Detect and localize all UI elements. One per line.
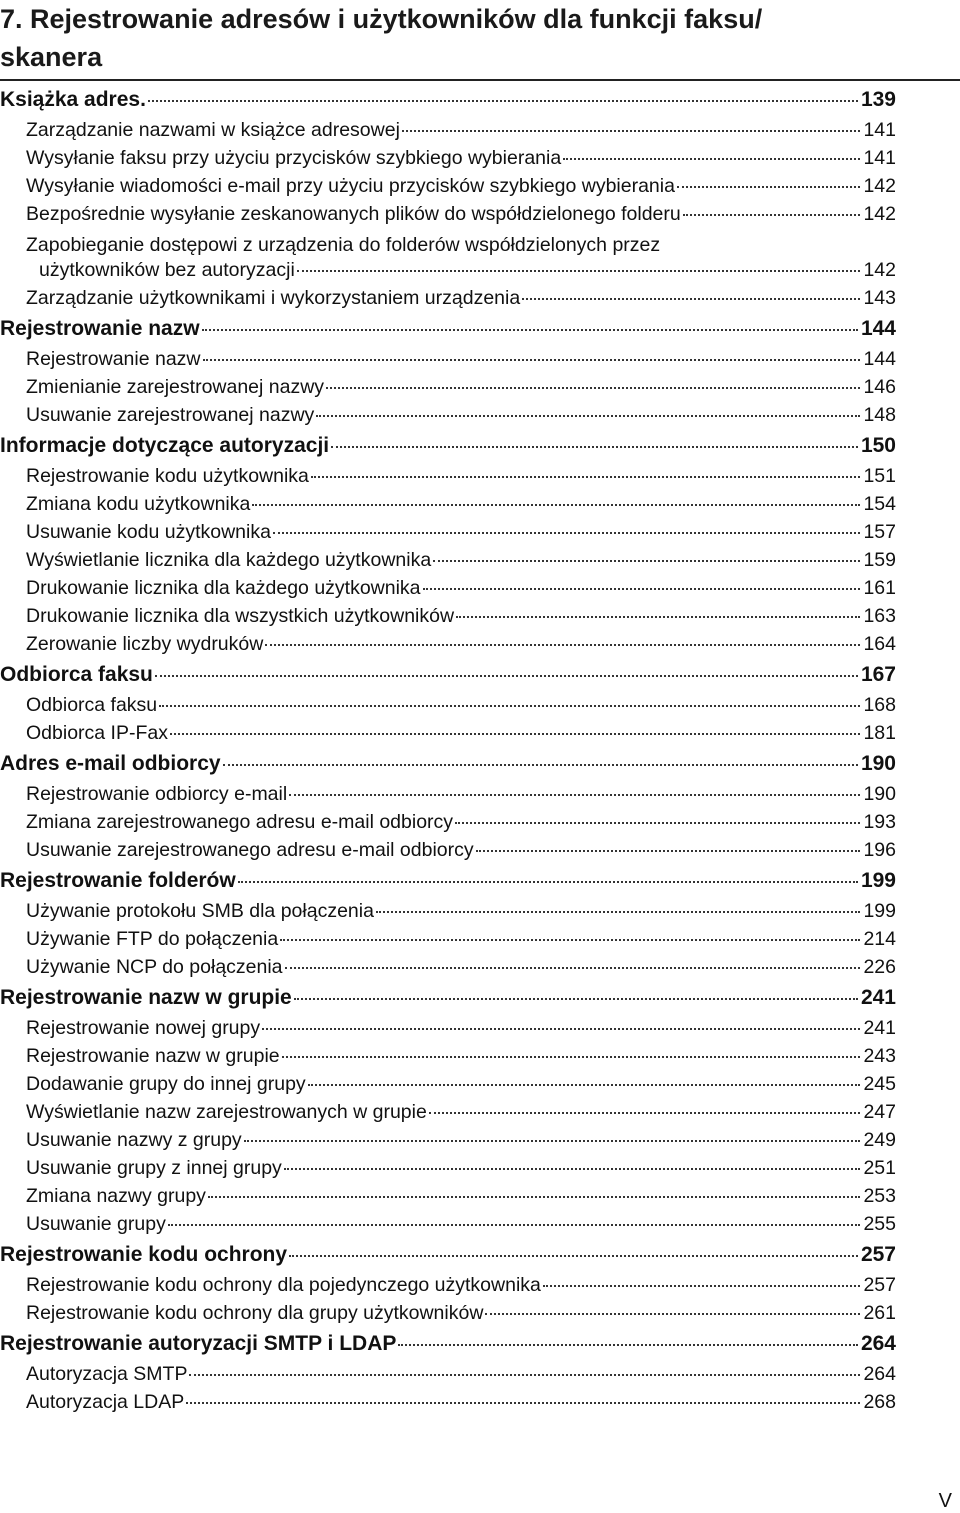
entry-title: Wyświetlanie licznika dla każdego użytkownika [26, 549, 432, 571]
toc-section-heading[interactable] [0, 750, 896, 783]
toc-entry[interactable] [0, 203, 896, 231]
section-page-number: 241 [860, 986, 896, 1009]
entry-page-number: 161 [863, 577, 896, 599]
entry-title: Rejestrowanie kodu ochrony dla pojedynczego użytkownika [26, 1274, 541, 1296]
entry-page-number: 148 [863, 404, 896, 426]
entry-title: Rejestrowanie kodu użytkownika [26, 465, 309, 487]
entry-page-number: 181 [863, 722, 896, 744]
chapter-title [0, 0, 940, 76]
toc-entry[interactable] [0, 1274, 896, 1302]
entry-title: Zmienianie zarejestrowanej nazwy [26, 376, 325, 398]
entry-title: Wysyłanie wiadomości e-mail przy użyciu przycisków szybkiego wybierania [26, 175, 675, 197]
section-page-number: 150 [860, 434, 896, 457]
dot-leader [398, 1344, 858, 1346]
entry-page-number: 143 [863, 287, 896, 309]
entry-title: Autoryzacja LDAP [26, 1391, 185, 1413]
dot-leader [170, 733, 860, 735]
dot-leader [294, 998, 858, 1000]
toc-section-heading[interactable] [0, 86, 896, 119]
entry-page-number: 141 [863, 119, 896, 141]
toc-entry[interactable] [0, 956, 896, 984]
entry-page-number: 163 [863, 605, 896, 627]
entry-page-number: 142 [863, 203, 896, 225]
entry-title: Autoryzacja SMTP [26, 1363, 188, 1385]
dot-leader [311, 476, 861, 478]
toc-entry[interactable] [0, 1213, 896, 1241]
section-title: Rejestrowanie nazw w grupie [0, 986, 292, 1009]
entry-page-number: 241 [863, 1017, 896, 1039]
toc-entry[interactable] [0, 549, 896, 577]
dot-leader [252, 504, 860, 506]
title-divider [0, 79, 960, 81]
entry-title: Rejestrowanie nazw [26, 348, 201, 370]
entry-title: Używanie NCP do połączenia [26, 956, 283, 978]
dot-leader [280, 939, 860, 941]
section-title: Książka adres. [0, 88, 146, 111]
toc-entry[interactable] [0, 175, 896, 203]
toc-entry[interactable] [0, 633, 896, 661]
entry-title: Usuwanie nazwy z grupy [26, 1129, 242, 1151]
dot-leader [208, 1196, 861, 1198]
toc-entry[interactable] [0, 1017, 896, 1045]
toc-entry[interactable] [0, 231, 896, 287]
toc-entry[interactable] [0, 404, 896, 432]
entry-page-number: 159 [863, 549, 896, 571]
section-page-number: 167 [860, 663, 896, 686]
entry-title: Zmiana zarejestrowanego adresu e-mail odbiorcy [26, 811, 454, 833]
entry-page-number: 196 [863, 839, 896, 861]
dot-leader [244, 1140, 861, 1142]
entry-page-number: 214 [863, 928, 896, 950]
dot-leader [316, 415, 860, 417]
toc-entry[interactable] [0, 376, 896, 404]
dot-leader [289, 1255, 858, 1257]
entry-title-continued [26, 259, 896, 287]
dot-leader [285, 967, 861, 969]
toc-entry[interactable] [0, 1157, 896, 1185]
section-page-number: 199 [860, 869, 896, 892]
entry-title: Drukowanie licznika dla każdego użytkownika [26, 577, 421, 599]
table-of-contents [0, 86, 896, 1419]
toc-entry[interactable] [0, 1101, 896, 1129]
entry-page-number: 146 [863, 376, 896, 398]
dot-leader [402, 130, 861, 132]
dot-leader [455, 822, 860, 824]
dot-leader [683, 214, 861, 216]
dot-leader [522, 298, 860, 300]
toc-entry[interactable] [0, 900, 896, 928]
entry-title: Rejestrowanie nazw w grupie [26, 1045, 280, 1067]
dot-leader [376, 911, 861, 913]
entry-title: Rejestrowanie nowej grupy [26, 1017, 261, 1039]
toc-entry[interactable] [0, 577, 896, 605]
toc-section-heading[interactable] [0, 1330, 896, 1363]
dot-leader [159, 705, 860, 707]
dot-leader [563, 158, 860, 160]
toc-entry[interactable] [0, 348, 896, 376]
toc-entry[interactable] [0, 1363, 896, 1391]
entry-page-number: 249 [863, 1129, 896, 1151]
dot-leader [203, 359, 861, 361]
section-page-number: 144 [860, 317, 896, 340]
section-page-number: 190 [860, 752, 896, 775]
entry-page-number: 157 [863, 521, 896, 543]
toc-entry[interactable] [0, 839, 896, 867]
dot-leader [331, 446, 858, 448]
toc-entry[interactable] [0, 928, 896, 956]
entry-title: Zmiana nazwy grupy [26, 1185, 206, 1207]
section-page-number: 257 [860, 1243, 896, 1266]
entry-title-line2: użytkowników bez autoryzacji [39, 259, 295, 281]
entry-page-number: 261 [863, 1302, 896, 1324]
toc-entry[interactable] [0, 465, 896, 493]
entry-title: Używanie protokołu SMB dla połączenia [26, 900, 374, 922]
toc-entry[interactable] [0, 722, 896, 750]
dot-leader [433, 560, 860, 562]
dot-leader [238, 881, 858, 883]
toc-entry[interactable] [0, 1045, 896, 1073]
entry-title: Odbiorca IP-Fax [26, 722, 168, 744]
entry-page-number: 245 [863, 1073, 896, 1095]
dot-leader [485, 1313, 860, 1315]
toc-entry[interactable] [0, 605, 896, 633]
entry-title: Bezpośrednie wysyłanie zeskanowanych plików do współdzielonego folderu [26, 203, 681, 225]
entry-page-number: 190 [863, 783, 896, 805]
dot-leader [186, 1402, 860, 1404]
toc-entry[interactable] [0, 1302, 896, 1330]
dot-leader [326, 387, 860, 389]
entry-title: Zarządzanie nazwami w książce adresowej [26, 119, 400, 141]
toc-section-heading[interactable] [0, 661, 896, 694]
dot-leader [168, 1224, 861, 1226]
entry-title: Wyświetlanie nazw zarejestrowanych w grupie [26, 1101, 427, 1123]
entry-title: Rejestrowanie odbiorcy e-mail [26, 783, 288, 805]
toc-entry[interactable] [0, 1073, 896, 1101]
entry-page-number: 226 [863, 956, 896, 978]
toc-section-heading[interactable] [0, 432, 896, 465]
entry-title: Usuwanie kodu użytkownika [26, 521, 271, 543]
chapter-title-line1: 7. Rejestrowanie adresów i użytkowników dla funkcji faksu/ [0, 4, 763, 34]
toc-section-heading[interactable] [0, 1241, 896, 1274]
page-number: V [938, 1490, 952, 1512]
entry-page-number: 264 [863, 1363, 896, 1385]
entry-title: Używanie FTP do połączenia [26, 928, 279, 950]
dot-leader [423, 588, 861, 590]
dot-leader [476, 850, 861, 852]
entry-page-number: 168 [863, 694, 896, 716]
entry-page-number: 142 [863, 259, 896, 281]
toc-entry[interactable] [0, 694, 896, 722]
section-title: Adres e-mail odbiorcy [0, 752, 221, 775]
entry-page-number: 151 [863, 465, 896, 487]
entry-page-number: 255 [863, 1213, 896, 1235]
entry-page-number: 247 [863, 1101, 896, 1123]
dot-leader [189, 1374, 860, 1376]
toc-section-heading[interactable] [0, 867, 896, 900]
entry-title: Wysyłanie faksu przy użyciu przycisków szybkiego wybierania [26, 147, 562, 169]
entry-title: Zmiana kodu użytkownika [26, 493, 251, 515]
section-title: Odbiorca faksu [0, 663, 153, 686]
dot-leader [308, 1084, 861, 1086]
entry-title: Drukowanie licznika dla wszystkich użytkowników [26, 605, 455, 627]
entry-title: Usuwanie zarejestrowanego adresu e-mail odbiorcy [26, 839, 474, 861]
dot-leader [429, 1112, 861, 1114]
section-page-number: 264 [860, 1332, 896, 1355]
dot-leader [155, 675, 858, 677]
toc-entry[interactable] [0, 783, 896, 811]
chapter-title-line2: skanera [0, 42, 103, 72]
entry-page-number: 257 [863, 1274, 896, 1296]
section-title: Rejestrowanie kodu ochrony [0, 1243, 288, 1266]
entry-page-number: 243 [863, 1045, 896, 1067]
entry-page-number: 141 [863, 147, 896, 169]
entry-page-number: 142 [863, 175, 896, 197]
dot-leader [543, 1285, 861, 1287]
dot-leader [223, 764, 858, 766]
entry-title: Usuwanie grupy z innej grupy [26, 1157, 282, 1179]
entry-page-number: 253 [863, 1185, 896, 1207]
entry-page-number: 144 [863, 348, 896, 370]
entry-page-number: 251 [863, 1157, 896, 1179]
toc-entry[interactable] [0, 811, 896, 839]
dot-leader [289, 794, 860, 796]
entry-page-number: 164 [863, 633, 896, 655]
dot-leader [265, 644, 860, 646]
entry-title: Rejestrowanie kodu ochrony dla grupy użytkowników [26, 1302, 484, 1324]
entry-title: Zapobieganie dostępowi z urządzenia do folderów współdzielonych przez [26, 234, 661, 256]
section-title: Rejestrowanie autoryzacji SMTP i LDAP [0, 1332, 397, 1355]
dot-leader [297, 270, 861, 272]
entry-title: Zarządzanie użytkownikami i wykorzystaniem urządzenia [26, 287, 521, 309]
dot-leader [148, 100, 858, 102]
entry-title: Dodawanie grupy do innej grupy [26, 1073, 306, 1095]
toc-entry[interactable] [0, 119, 896, 147]
toc-entry[interactable] [0, 493, 896, 521]
section-title: Rejestrowanie folderów [0, 869, 236, 892]
section-title: Informacje dotyczące autoryzacji [0, 434, 330, 457]
toc-entry[interactable] [0, 147, 896, 175]
toc-entry[interactable] [0, 287, 896, 315]
toc-section-heading[interactable] [0, 315, 896, 348]
dot-leader [284, 1168, 861, 1170]
entry-page-number: 268 [863, 1391, 896, 1413]
dot-leader [202, 329, 858, 331]
section-page-number: 139 [860, 88, 896, 111]
toc-entry[interactable] [0, 1391, 896, 1419]
entry-title: Odbiorca faksu [26, 694, 158, 716]
toc-entry[interactable] [0, 1185, 896, 1213]
section-title: Rejestrowanie nazw [0, 317, 200, 340]
toc-entry[interactable] [0, 521, 896, 549]
dot-leader [456, 616, 860, 618]
toc-section-heading[interactable] [0, 984, 896, 1017]
dot-leader [282, 1056, 861, 1058]
toc-entry[interactable] [0, 1129, 896, 1157]
entry-page-number: 154 [863, 493, 896, 515]
dot-leader [273, 532, 860, 534]
dot-leader [262, 1028, 860, 1030]
entry-title: Usuwanie grupy [26, 1213, 166, 1235]
entry-title: Usuwanie zarejestrowanej nazwy [26, 404, 315, 426]
dot-leader [677, 186, 860, 188]
entry-page-number: 199 [863, 900, 896, 922]
entry-page-number: 193 [863, 811, 896, 833]
entry-title: Zerowanie liczby wydruków [26, 633, 264, 655]
